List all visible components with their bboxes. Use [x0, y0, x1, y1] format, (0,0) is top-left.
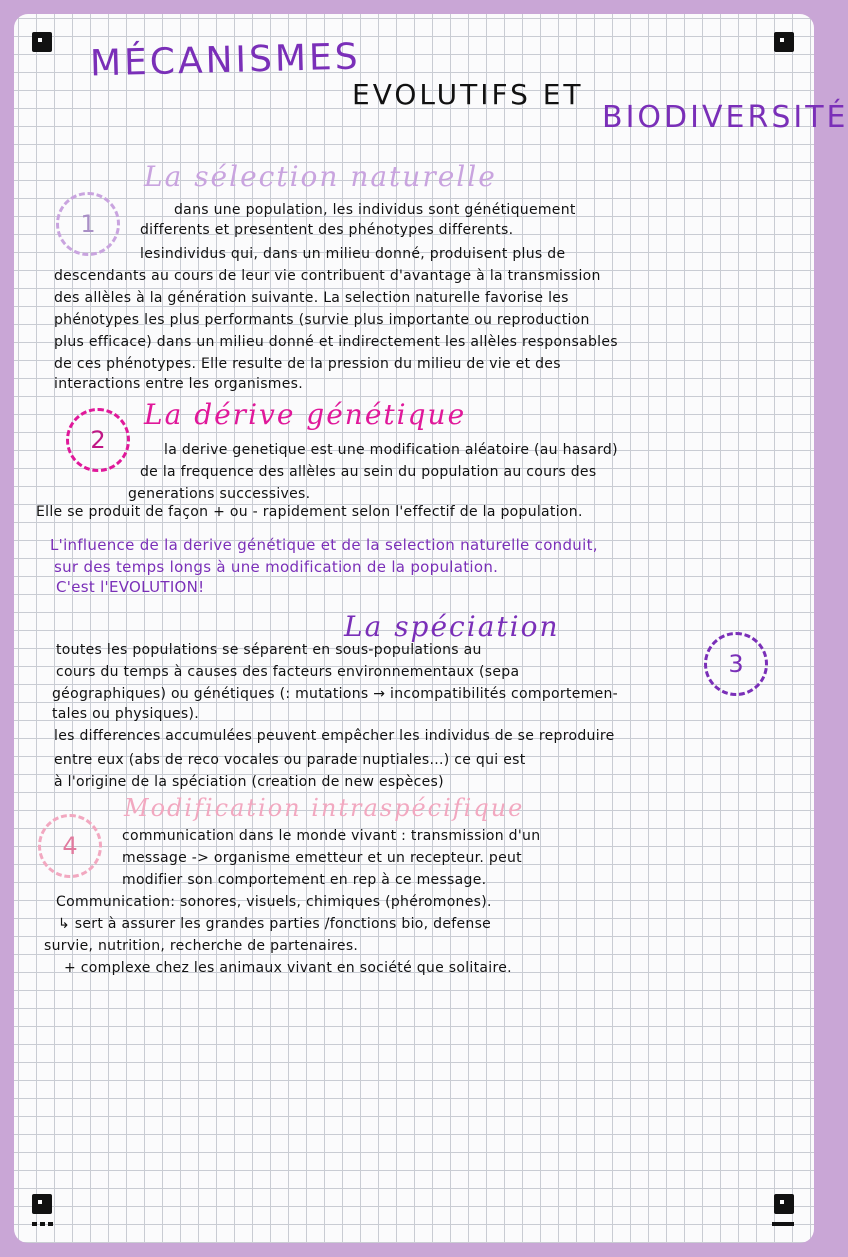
- section-4-number-badge: 4: [38, 814, 102, 878]
- section-3-line: les differences accumulées peuvent empêcher les individus de se reproduire: [54, 728, 615, 744]
- section-4-line: + complexe chez les animaux vivant en société que solitaire.: [64, 960, 512, 976]
- corner-dash-bottom-right: [772, 1222, 794, 1226]
- section-1-line: des allèles à la génération suivante. La selection naturelle favorise les: [54, 290, 569, 306]
- section-2-number-badge: 2: [66, 408, 130, 472]
- section-4-line: ↳ sert à assurer les grandes parties /fonctions bio, defense: [58, 916, 492, 932]
- section-3-line: à l'origine de la spéciation (creation de new espèces): [54, 774, 444, 790]
- section-2-heading: La dérive génétique: [144, 398, 467, 431]
- section-3-line: géographiques) ou génétiques (: mutations → incompatibilités comportemen-: [52, 686, 619, 702]
- section-1-line: lesindividus qui, dans un milieu donné, produisent plus de: [140, 246, 566, 262]
- section-2-line: Elle se produit de façon + ou - rapidement selon l'effectif de la population.: [36, 504, 583, 520]
- section-1-line: phénotypes les plus performants (survie plus importante ou reproduction: [54, 312, 590, 328]
- section-2-purple-line: L'influence de la derive génétique et de la selection naturelle conduit,: [50, 536, 598, 554]
- section-3-number-badge: 3: [704, 632, 768, 696]
- section-1-number-badge: 1: [56, 192, 120, 256]
- title-part-2: EVOLUTIFS ET: [352, 78, 584, 111]
- title-part-3: BIODIVERSITÉ: [602, 100, 848, 135]
- section-1-line: de ces phénotypes. Elle resulte de la pression du milieu de vie et des: [54, 356, 561, 372]
- section-2-line: generations successives.: [128, 486, 311, 502]
- section-1-line: interactions entre les organismes.: [54, 376, 303, 392]
- section-1-line: differents et presentent des phénotypes differents.: [140, 222, 514, 238]
- section-3-line: entre eux (abs de reco vocales ou parade nuptiales...) ce qui est: [54, 752, 526, 768]
- section-1-line: descendants au cours de leur vie contribuent d'avantage à la transmission: [54, 268, 601, 284]
- notebook-page: [14, 14, 848, 1243]
- section-4-heading: Modification intraspécifique: [124, 794, 525, 822]
- section-3-line: tales ou physiques).: [52, 706, 200, 722]
- section-4-line: Communication: sonores, visuels, chimiques (phéromones).: [56, 894, 492, 910]
- corner-dash-bottom-left: [32, 1222, 54, 1226]
- section-3-line: toutes les populations se séparent en sous-populations au: [56, 642, 482, 658]
- corner-marker-bottom-right: [774, 1194, 794, 1214]
- section-3-heading: La spéciation: [344, 610, 560, 643]
- corner-marker-bottom-left: [32, 1194, 52, 1214]
- corner-marker-top-right: [774, 32, 794, 52]
- section-1-line: plus efficace) dans un milieu donné et indirectement les allèles responsables: [54, 334, 618, 350]
- corner-marker-top-left: [32, 32, 52, 52]
- section-4-line: modifier son comportement en rep à ce message.: [122, 872, 487, 888]
- section-2-line: la derive genetique est une modification aléatoire (au hasard): [164, 442, 618, 458]
- section-4-line: communication dans le monde vivant : transmission d'un: [122, 828, 541, 844]
- section-4-line: survie, nutrition, recherche de partenaires.: [44, 938, 359, 954]
- title-part-1: MÉCANISMES: [89, 36, 362, 85]
- section-2-line: de la frequence des allèles au sein du population au cours des: [140, 464, 597, 480]
- section-2-purple-line: sur des temps longs à une modification de la population.: [54, 558, 499, 576]
- section-4-line: message -> organisme emetteur et un recepteur. peut: [122, 850, 522, 866]
- section-3-line: cours du temps à causes des facteurs environnementaux (sepa: [56, 664, 520, 680]
- section-1-line: dans une population, les individus sont génétiquement: [174, 202, 576, 218]
- section-1-heading: La sélection naturelle: [144, 160, 497, 193]
- section-2-purple-line: C'est l'EVOLUTION!: [56, 578, 205, 596]
